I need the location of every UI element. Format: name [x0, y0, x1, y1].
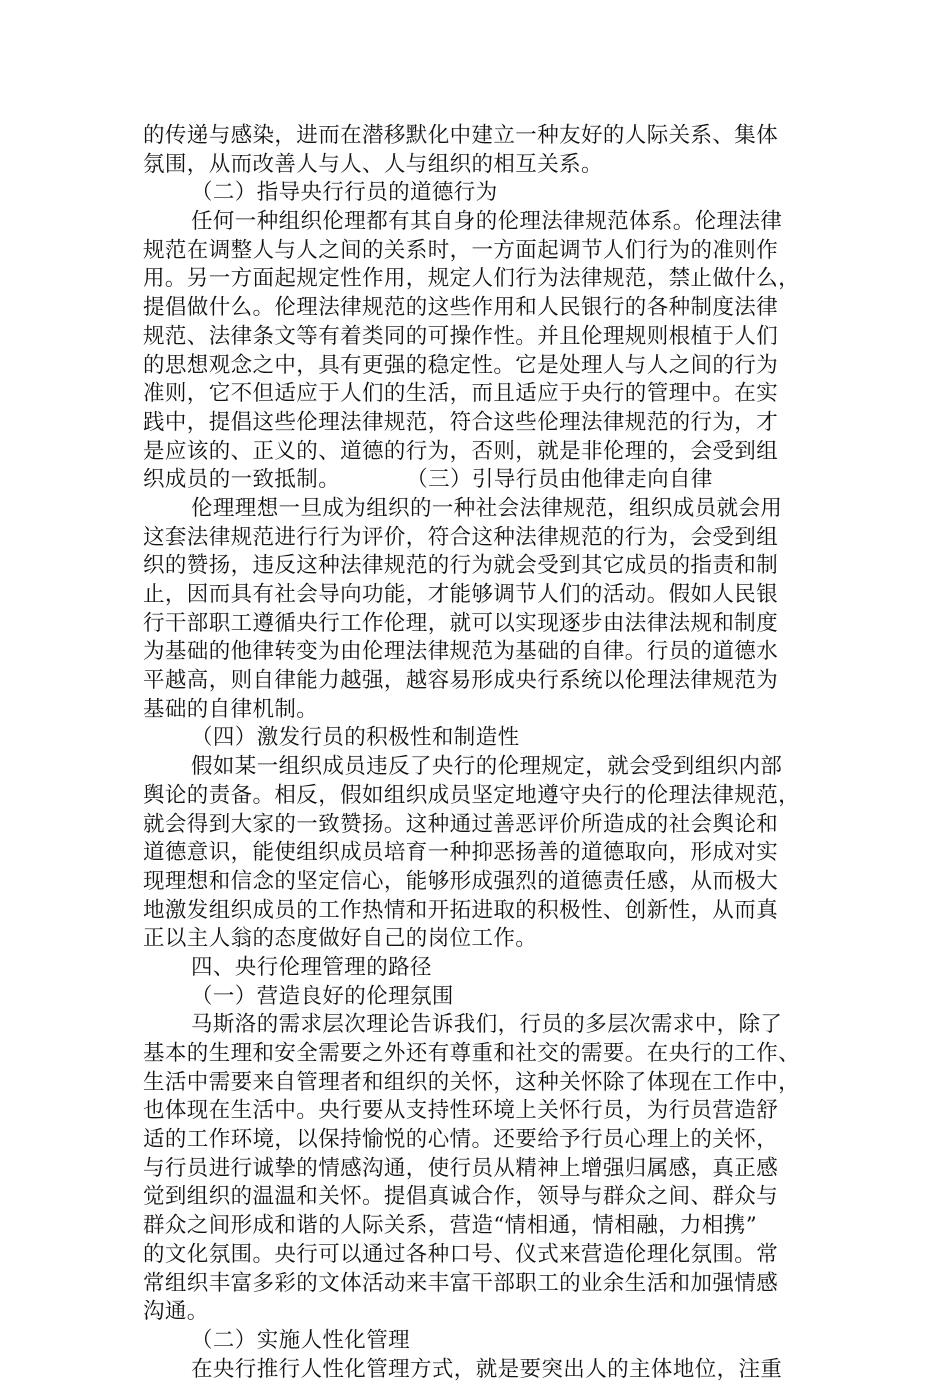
section-heading: （二）实施人性化管理 [191, 1327, 411, 1353]
text-line: 沟通。 [143, 1299, 209, 1325]
text-line: 用。另一方面起规定性作用，规定人们行为法律规范，禁止做什么， [143, 266, 801, 292]
text-line: 适的工作环境，以保持愉悦的心情。还要给予行员心理上的关怀， [143, 1127, 779, 1153]
text-line: 止，因而具有社会导向功能，才能够调节人们的活动。假如人民银 [143, 582, 779, 607]
text-line: 平越高，则自律能力越强，越容易形成央行系统以伦理法律规范为 [143, 668, 779, 694]
text-line: 是应该的、正义的、道德的行为，否则，就是非伦理的，会受到组 [143, 438, 779, 464]
text-line: 氛围，从而改善人与人、人与组织的相互关系。 [143, 151, 603, 177]
text-line: 舆论的责备。相反，假如组织成员坚定地遵守央行的伦理法律规范， [143, 782, 801, 808]
text-line: 行干部职工遵循央行工作伦理，就可以实现逐步由法律法规和制度 [143, 610, 779, 636]
text-line: 就会得到大家的一致赞扬。这种通过善恶评价所造成的社会舆论和 [143, 811, 779, 837]
text-line: 规范在调整人与人之间的关系时，一方面起调节人们行为的准则作 [143, 237, 779, 263]
text-line: 地激发组织成员的工作热情和开拓进取的积极性、创新性，从而真 [143, 897, 779, 923]
text-line: 的传递与感染，进而在潜移默化中建立一种友好的人际关系、集体 [143, 123, 779, 148]
text-line: 规范、法律条文等有着类同的可操作性。并且伦理规则根植于人们 [143, 323, 779, 349]
text-line: 在央行推行人性化管理方式，就是要突出人的主体地位，注重 [191, 1356, 783, 1382]
section-heading: 四、央行伦理管理的路径 [191, 954, 432, 980]
text-line: 常组织丰富多彩的文体活动来丰富干部职工的业余生活和加强情感 [143, 1270, 779, 1296]
text-line: 道德意识，能使组织成员培育一种抑恶扬善的道德取向，形成对实 [143, 840, 779, 866]
text-line: 群众之间形成和谐的人际关系，营造“情相通，情相融，力相携” [143, 1213, 758, 1239]
text-line: 织的赞扬，违反这种法律规范的行为就会受到其它成员的指责和制 [143, 553, 779, 579]
text-line: 为基础的他律转变为由伦理法律规范为基础的自律。行员的道德水 [143, 639, 779, 665]
text-line: 践中，提倡这些伦理法律规范，符合这些伦理法律规范的行为，才 [143, 409, 779, 435]
text-line: 基础的自律机制。 [143, 696, 319, 722]
text-line: 基本的生理和安全需要之外还有尊重和社交的需要。在央行的工作、 [143, 1041, 801, 1066]
text-line: 的文化氛围。央行可以通过各种口号、仪式来营造伦理化氛围。常 [143, 1241, 779, 1267]
text-line: 正以主人翁的态度做好自己的岗位工作。 [143, 926, 538, 952]
section-heading: （四）激发行员的积极性和制造性 [191, 725, 520, 751]
text-line: 觉到组织的温温和关怀。提倡真诚合作，领导与群众之间、群众与 [143, 1184, 779, 1210]
text-line: 假如某一组织成员违反了央行的伦理规定，就会受到组织内部 [191, 754, 783, 780]
text-line: 伦理理想一旦成为组织的一种社会法律规范，组织成员就会用 [191, 495, 783, 521]
text-line: 的思想观念之中，具有更强的稳定性。它是处理人与人之间的行为 [143, 352, 779, 378]
document-body-text [143, 122, 801, 1384]
text-line: 与行员进行诚挚的情感沟通，使行员从精神上增强归属感，真正感 [143, 1155, 779, 1181]
text-line: 也体现在生活中。央行要从支持性环境上关怀行员，为行员营造舒 [143, 1098, 779, 1124]
text-line: 提倡做什么。伦理法律规范的这些作用和人民银行的各种制度法律 [143, 295, 779, 321]
text-line: 生活中需要来自管理者和组织的关怀，这种关怀除了体现在工作中， [143, 1069, 801, 1095]
text-line: 这套法律规范进行行为评价，符合这种法律规范的行为，会受到组 [143, 524, 779, 550]
text-line: 任何一种组织伦理都有其自身的伦理法律规范体系。伦理法律 [191, 209, 783, 235]
text-line: 现理想和信念的坚定信心，能够形成强烈的道德责任感，从而极大 [143, 868, 779, 894]
text-line: 准则，它不但适应于人们的生活，而且适应于央行的管理中。在实 [143, 381, 779, 407]
text-line: 马斯洛的需求层次理论告诉我们，行员的多层次需求中，除了 [191, 1012, 783, 1038]
section-heading: （一）营造良好的伦理氛围 [191, 983, 454, 1009]
text-line: 织成员的一致抵制。 （三）引导行员由他律走向自律 [143, 467, 713, 493]
section-heading: （二）指导央行行员的道德行为 [191, 180, 498, 206]
